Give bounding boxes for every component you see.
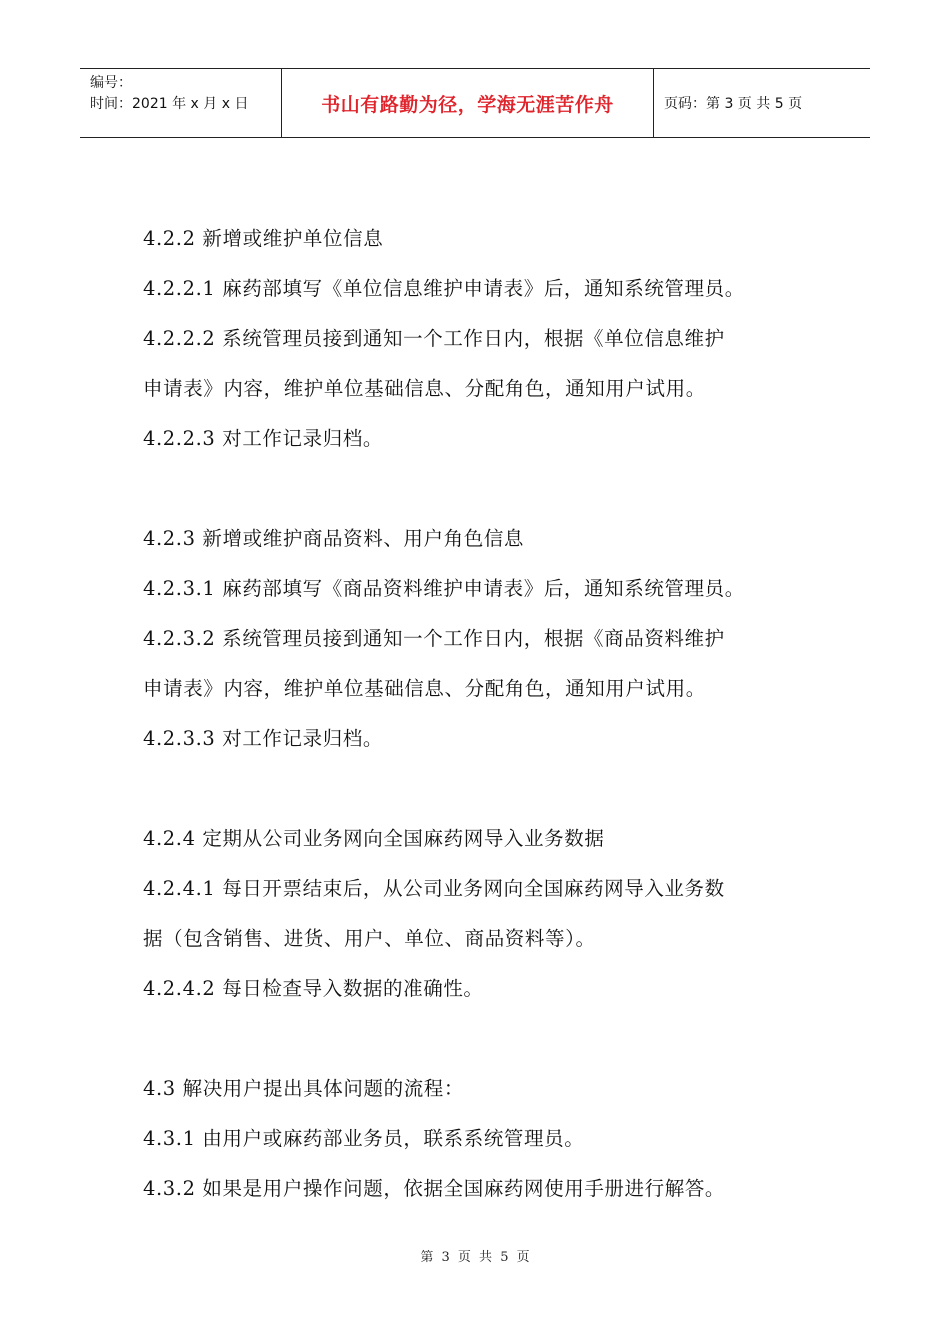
header-page-info: 页码：第 3 页 共 5 页: [664, 96, 803, 112]
page-header: [80, 68, 870, 138]
paragraph-4-2-2-1: 4.2.2.1 麻药部填写《单位信息维护申请表》后，通知系统管理员。: [143, 277, 745, 300]
header-meta: [80, 69, 282, 137]
header-motto: 书山有路勤为径，学海无涯苦作舟: [282, 69, 654, 137]
section-gap: [143, 464, 823, 514]
doc-time-label: 时间：2021 年 x 月 x 日: [90, 96, 249, 112]
paragraph-4-2-2-3: 4.2.2.3 对工作记录归档。: [143, 427, 384, 450]
section-4-3-title: 4.3 解决用户提出具体问题的流程：: [143, 1077, 465, 1100]
document-body: [143, 214, 823, 1214]
paragraph-4-3-1: 4.3.1 由用户或麻药部业务员，联系系统管理员。: [143, 1127, 585, 1150]
doc-code-label: 编号：: [90, 75, 132, 91]
section-gap: [143, 764, 823, 814]
paragraph-4-2-4-1-line1: 4.2.4.1 每日开票结束后，从公司业务网向全国麻药网导入业务数: [143, 877, 725, 900]
paragraph-4-2-3-1: 4.2.3.1 麻药部填写《商品资料维护申请表》后，通知系统管理员。: [143, 577, 745, 600]
section-4-2-4-title: 4.2.4 定期从公司业务网向全国麻药网导入业务数据: [143, 827, 605, 850]
paragraph-4-2-2-2-line1: 4.2.2.2 系统管理员接到通知一个工作日内，根据《单位信息维护: [143, 327, 725, 350]
paragraph-4-2-4-2: 4.2.4.2 每日检查导入数据的准确性。: [143, 977, 484, 1000]
paragraph-4-2-4-1-line2: 据（包含销售、进货、用户、单位、商品资料等）。: [143, 927, 596, 950]
paragraph-4-2-2-2-line2: 申请表》内容，维护单位基础信息、分配角色，通知用户试用。: [143, 377, 706, 400]
paragraph-4-2-3-2-line2: 申请表》内容，维护单位基础信息、分配角色，通知用户试用。: [143, 677, 706, 700]
section-gap: [143, 1014, 823, 1064]
paragraph-4-2-3-3: 4.2.3.3 对工作记录归档。: [143, 727, 384, 750]
section-4-2-2-title: 4.2.2 新增或维护单位信息: [143, 227, 384, 250]
paragraph-4-3-2: 4.3.2 如果是用户操作问题，依据全国麻药网使用手册进行解答。: [143, 1177, 726, 1200]
page-footer: 第 3 页 共 5 页: [420, 1250, 530, 1265]
section-4-2-3-title: 4.2.3 新增或维护商品资料、用户角色信息: [143, 527, 525, 550]
paragraph-4-2-3-2-line1: 4.2.3.2 系统管理员接到通知一个工作日内，根据《商品资料维护: [143, 627, 725, 650]
